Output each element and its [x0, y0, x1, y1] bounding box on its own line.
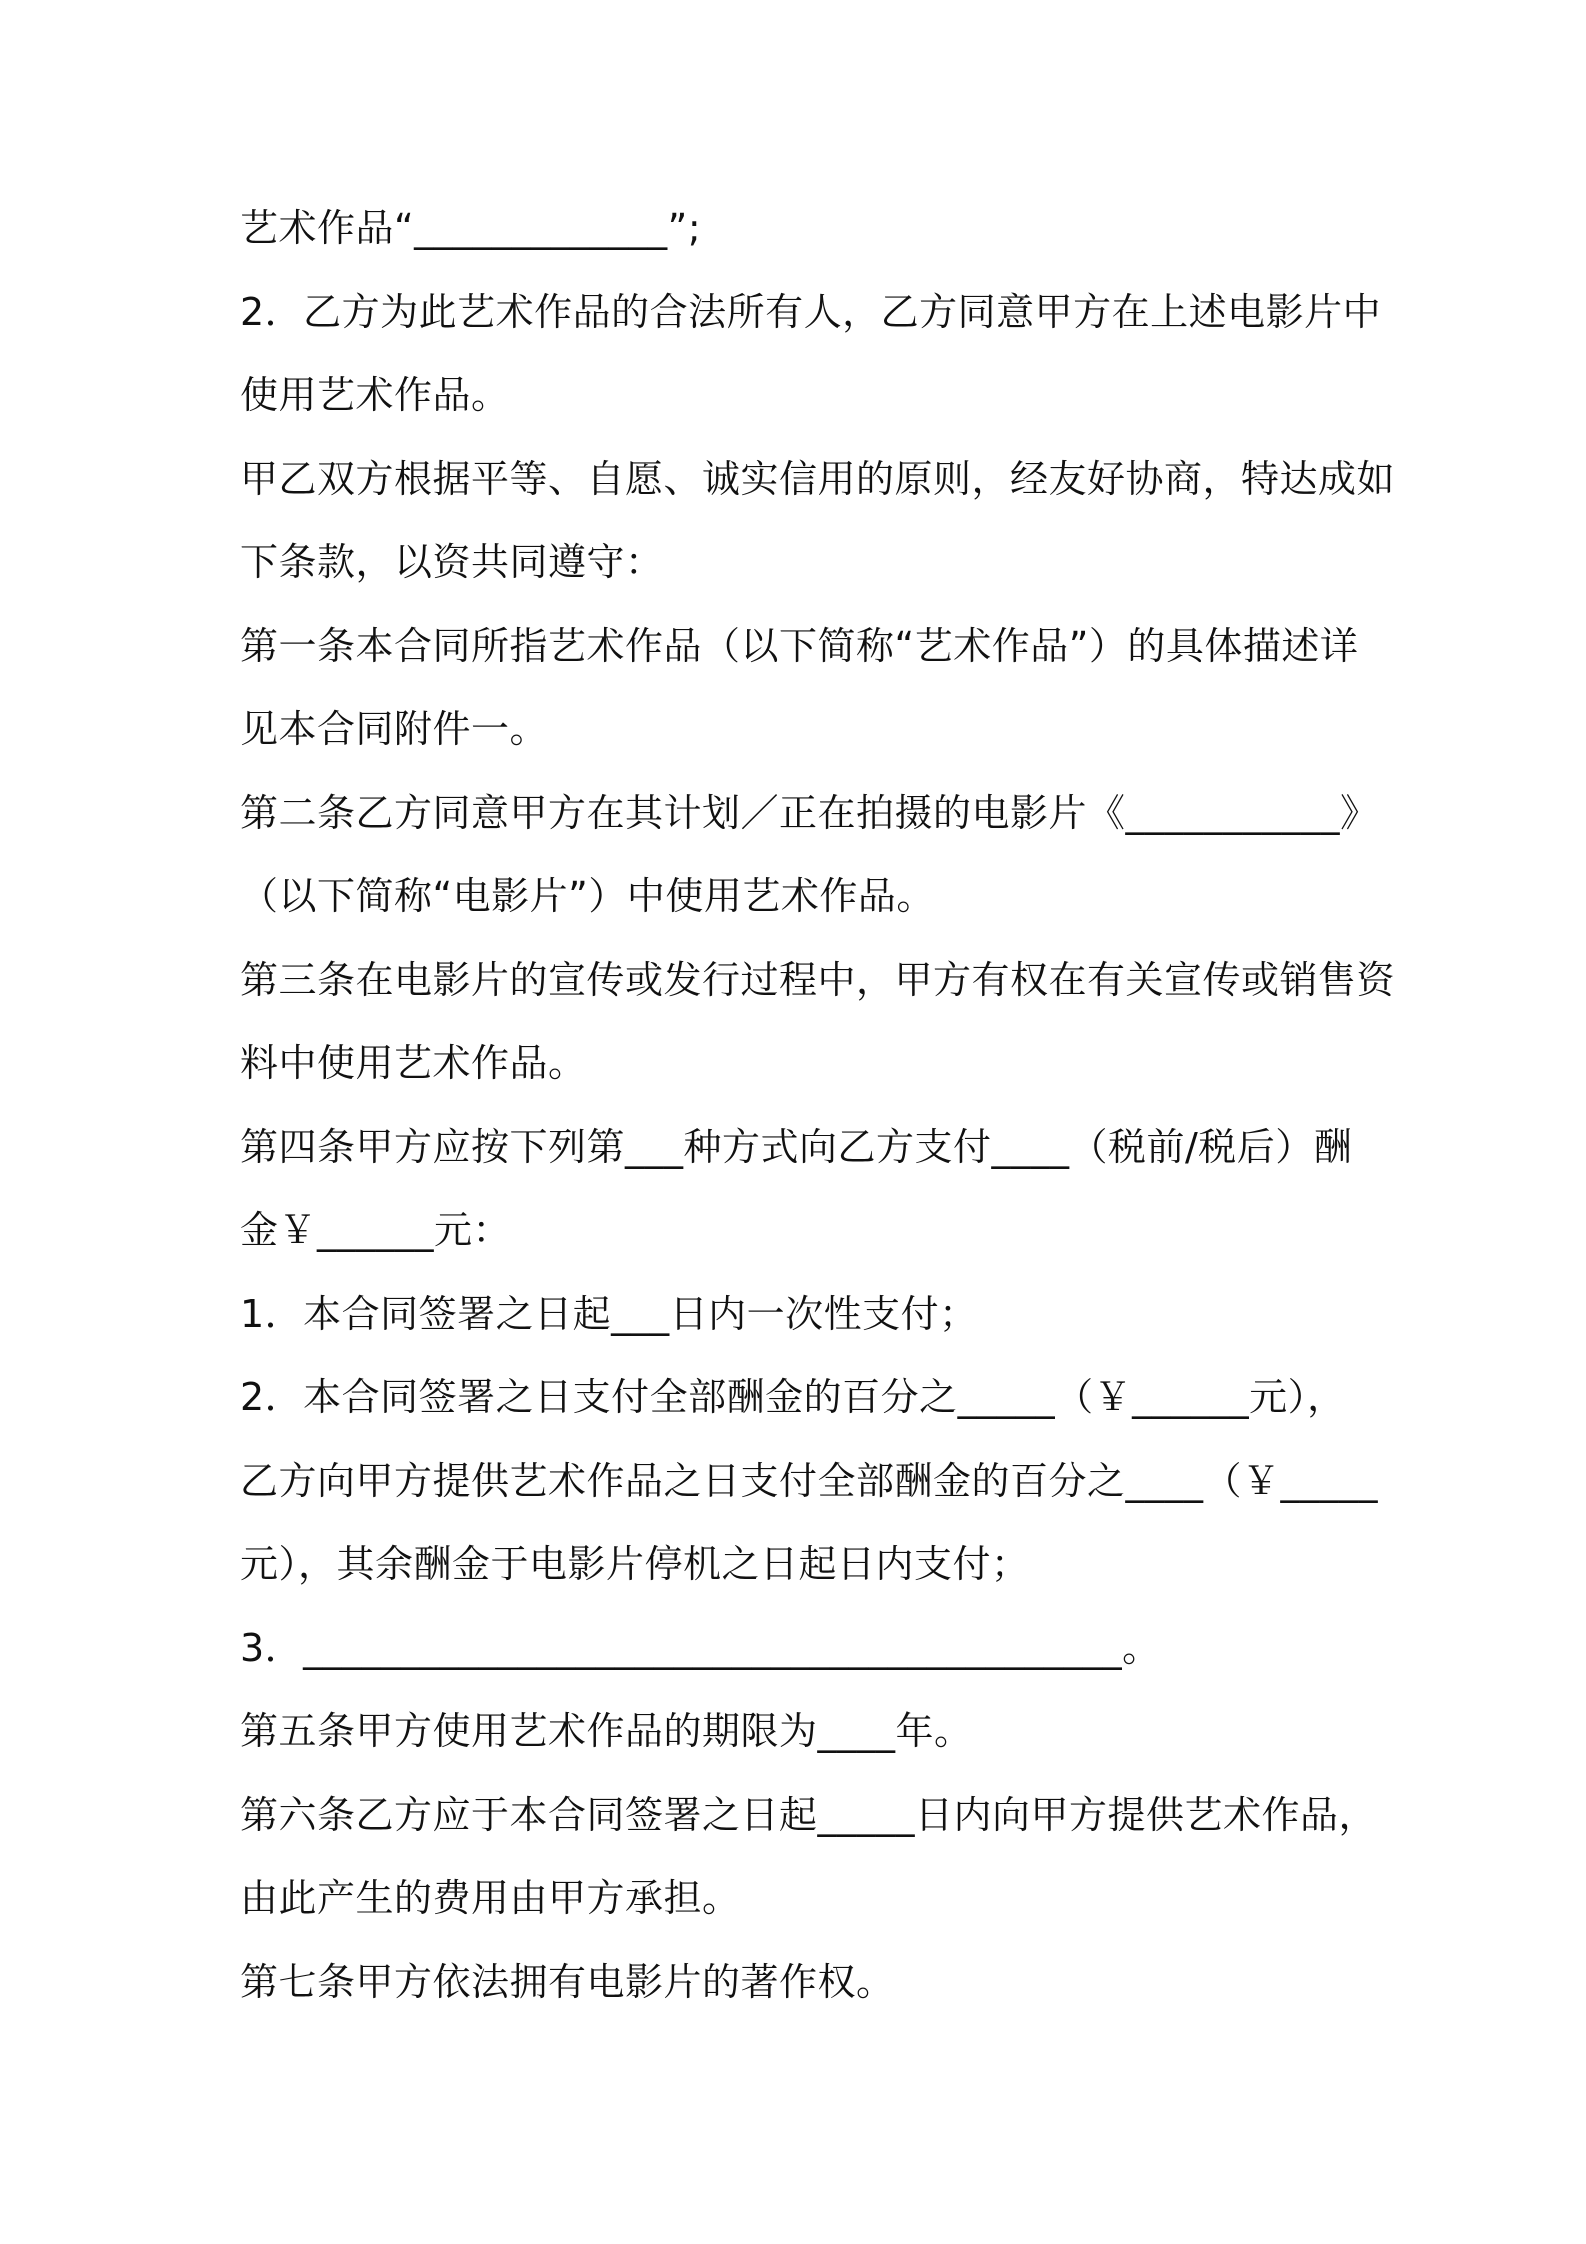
- document-body: [240, 198, 1396, 2035]
- text-line: 由此产生的费用由甲方承担。: [240, 1876, 741, 1920]
- text-line: 1．本合同签署之日起___日内一次性支付；: [240, 1291, 978, 1336]
- text-line: 金￥______元：: [240, 1208, 512, 1252]
- text-line: 3．__________________________________________。: [240, 1625, 1161, 1670]
- text-line: 料中使用艺术作品。: [240, 1041, 587, 1085]
- text-line: 甲乙双方根据平等、自愿、诚实信用的原则，经友好协商，特达成如: [240, 456, 1396, 501]
- text-line: 见本合同附件一。: [240, 707, 549, 751]
- text-line: 第二条乙方同意甲方在其计划／正在拍摄的电影片《___________》: [240, 790, 1379, 835]
- text-line: 第七条甲方依法拥有电影片的著作权。: [240, 1959, 895, 2004]
- text-line: 使用艺术作品。: [240, 373, 510, 417]
- text-line: 第四条甲方应按下列第___种方式向乙方支付____（税前/税后）酬: [240, 1124, 1353, 1169]
- text-line: 第三条在电影片的宣传或发行过程中，甲方有权在有关宣传或销售资: [240, 957, 1396, 1002]
- text-line: 2．本合同签署之日支付全部酬金的百分之_____（￥______元），: [240, 1375, 1346, 1419]
- text-line: 元），其余酬金于电影片停机之日起日内支付；: [240, 1542, 1030, 1586]
- text-line: 第六条乙方应于本合同签署之日起_____日内向甲方提供艺术作品，: [240, 1792, 1378, 1837]
- text-line: 第一条本合同所指艺术作品（以下简称“艺术作品”）的具体描述详: [240, 623, 1359, 668]
- text-line: 乙方向甲方提供艺术作品之日支付全部酬金的百分之____（￥_____: [240, 1458, 1379, 1503]
- text-line: 2．乙方为此艺术作品的合法所有人，乙方同意甲方在上述电影片中: [240, 289, 1382, 334]
- text-line: 第五条甲方使用艺术作品的期限为____年。: [240, 1709, 973, 1753]
- text-line: 艺术作品“_____________”;: [240, 206, 702, 250]
- text-line: 下条款，以资共同遵守：: [240, 540, 664, 584]
- text-line: （以下简称“电影片”）中使用艺术作品。: [240, 874, 935, 918]
